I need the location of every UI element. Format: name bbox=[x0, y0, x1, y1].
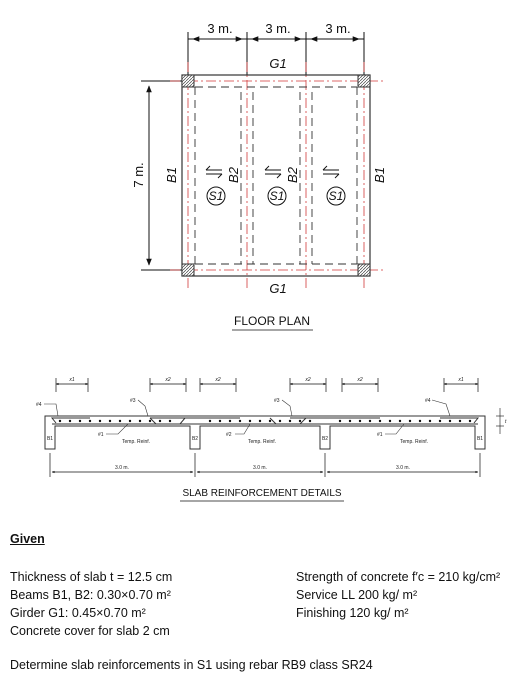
bar-label-1: #4 bbox=[36, 402, 42, 408]
span-label-1: 3 m. bbox=[207, 21, 233, 36]
given-right-column bbox=[296, 568, 500, 622]
given-left-column bbox=[10, 568, 172, 640]
bar-label-2: #3 bbox=[130, 398, 136, 404]
rebar-dots bbox=[59, 420, 471, 422]
grid-lines bbox=[170, 62, 384, 288]
x-label-1: x1 bbox=[69, 377, 75, 383]
column-top-right bbox=[358, 75, 370, 87]
beam-label-left: B1 bbox=[164, 167, 179, 183]
section-span-label-2: 3.0 m. bbox=[253, 465, 267, 471]
given-girder-size: Girder G1: 0.45×0.70 m² bbox=[10, 606, 146, 620]
slab-tag-3 bbox=[327, 187, 345, 205]
slab-tag-1 bbox=[207, 187, 225, 205]
given-beam-size: Beams B1, B2: 0.30×0.70 m² bbox=[10, 588, 171, 602]
bar-label-5: #3 bbox=[274, 398, 280, 404]
given-concrete-strength: Strength of concrete f′c = 210 kg/cm² bbox=[296, 570, 501, 584]
slab-tag-2 bbox=[268, 187, 286, 205]
support-label-1: B1 bbox=[46, 436, 54, 442]
reinforcement-section bbox=[36, 377, 507, 501]
girder-label-bottom: G1 bbox=[269, 281, 287, 296]
slab-tag-2-label: S1 bbox=[269, 189, 285, 203]
x-label-5: x2 bbox=[357, 377, 363, 383]
thickness-label: t bbox=[505, 419, 507, 425]
top-bars bbox=[52, 418, 478, 423]
column-top-left bbox=[182, 75, 194, 87]
section-span-label-1: 3.0 m. bbox=[115, 465, 129, 471]
slab-tag-3-label: S1 bbox=[328, 189, 344, 203]
bar-label-3: #1 bbox=[98, 432, 104, 438]
beam-lines bbox=[195, 87, 357, 264]
given-live-load: Service LL 200 kg/ m² bbox=[296, 588, 418, 602]
height-label: 7 m. bbox=[131, 162, 146, 188]
span-label-2: 3 m. bbox=[265, 21, 291, 36]
bar-leaders bbox=[44, 400, 450, 434]
x-label-3: x2 bbox=[215, 377, 221, 383]
temp-label-3: Temp. Reinf. bbox=[400, 439, 429, 445]
bar-label-7: #4 bbox=[425, 398, 431, 404]
floor-plan bbox=[131, 21, 387, 330]
bar-label-4: #2 bbox=[226, 432, 232, 438]
x-label-2: x2 bbox=[165, 377, 171, 383]
given-concrete-cover: Concrete cover for slab 2 cm bbox=[10, 624, 170, 638]
bar-label-6: #1 bbox=[377, 432, 383, 438]
bottom-bars bbox=[52, 418, 478, 424]
section-title: SLAB REINFORCEMENT DETAILS bbox=[182, 488, 342, 499]
floor-plan-title: FLOOR PLAN bbox=[233, 314, 311, 328]
beam-label-b2-2: B2 bbox=[285, 167, 300, 183]
columns bbox=[182, 75, 370, 276]
x-label-6: x1 bbox=[458, 377, 464, 383]
given-finishing-load: Finishing 120 kg/ m² bbox=[296, 606, 409, 620]
beam-label-b2-1: B2 bbox=[226, 167, 241, 183]
slab-outline bbox=[182, 75, 370, 276]
support-label-3: B2 bbox=[321, 436, 329, 442]
beam-label-right: B1 bbox=[372, 167, 387, 183]
slab-tag-1-label: S1 bbox=[208, 189, 224, 203]
given-heading: Given bbox=[10, 532, 45, 546]
temp-label-2: Temp. Reinf. bbox=[248, 439, 277, 445]
x-label-4: x2 bbox=[305, 377, 311, 383]
section-span-label-3: 3.0 m. bbox=[396, 465, 410, 471]
x-dimensions bbox=[56, 378, 478, 392]
girder-label-top: G1 bbox=[269, 56, 287, 71]
span-label-3: 3 m. bbox=[325, 21, 351, 36]
temp-label-1: Temp. Reinf. bbox=[122, 439, 151, 445]
given-slab-thickness: Thickness of slab t = 12.5 cm bbox=[10, 570, 173, 584]
thickness-marker bbox=[496, 408, 504, 434]
column-bottom-left bbox=[182, 264, 194, 276]
support-label-4: B1 bbox=[476, 436, 484, 442]
support-label-2: B2 bbox=[191, 436, 199, 442]
column-bottom-right bbox=[358, 264, 370, 276]
question-text: Determine slab reinforcements in S1 using rebar RB9 class SR24 bbox=[10, 658, 373, 672]
